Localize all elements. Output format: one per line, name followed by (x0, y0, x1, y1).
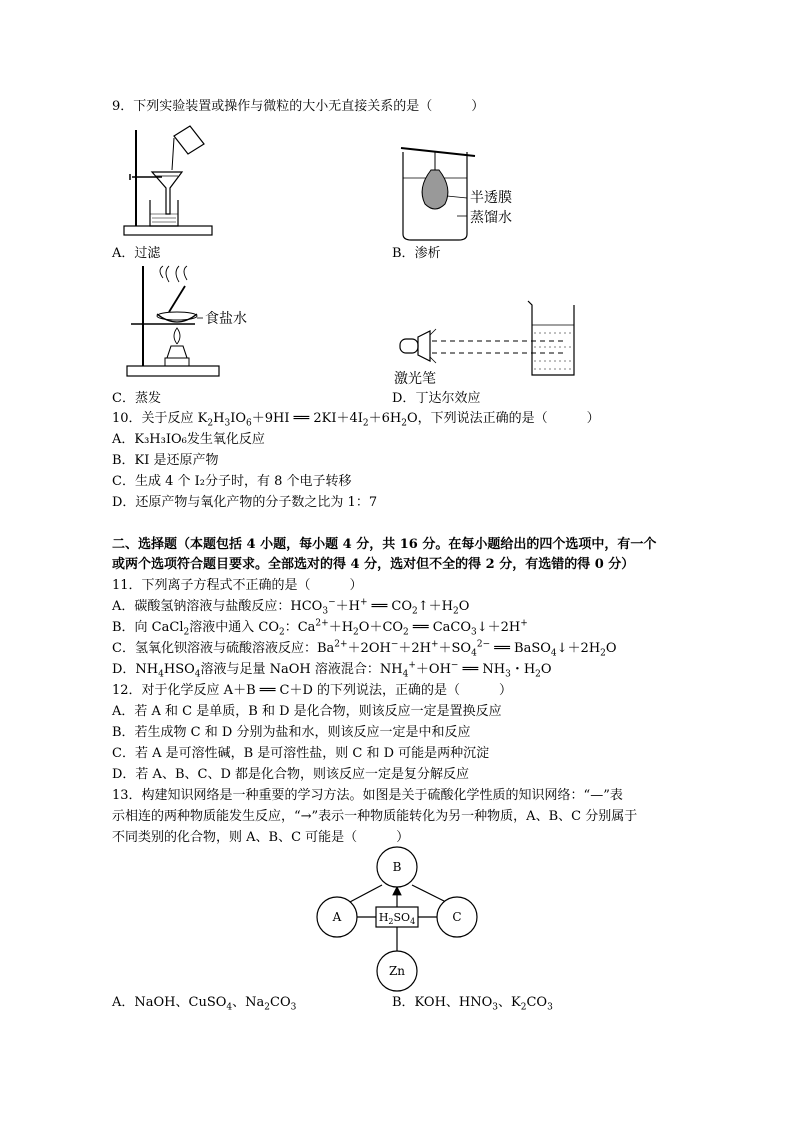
figure-dialysis (395, 138, 535, 243)
q9-option-c: C．蒸发 (112, 391, 161, 406)
q9-option-b: B．渗析 (392, 246, 441, 261)
label-laser-pointer: 激光笔 (394, 371, 436, 387)
section2-header-line2: 或两个选项符合题目要求。全部选对的得 4 分，选对但不全的得 2 分，有选错的得 0 分） (112, 557, 635, 572)
figure-tyndall (392, 295, 582, 390)
q11-stem: 11．下列离子方程式不正确的是（ ） (112, 578, 363, 593)
q11-option-a: A．碳酸氢钠溶液与盐酸反应：$HCO_3^-+H^+$ ══ $CO_2↑+H_2O$ (112, 597, 470, 617)
q13-line3: 不同类别的化合物，则 A、B、C 可能是（ ） (112, 830, 410, 845)
q13-line1: 13．构建知识网络是一种重要的学习方法。如图是关于硫酸化学性质的知识网络：“—”表 (112, 788, 623, 803)
q10-option-d: D．还原产物与氧化产物的分子数之比为 1：7 (112, 495, 378, 510)
q9-stem: 9．下列实验装置或操作与微粒的大小无直接关系的是（ ） (112, 99, 485, 114)
q11-option-c: C．氢氧化钡溶液与硫酸溶液反应：$Ba^{2+}+2OH^-+2H^++SO_4^{2-}$ ══ $BaSO_4↓+2H_2O$ (112, 639, 617, 659)
figure-evaporation (125, 262, 265, 384)
q12-stem: 12．对于化学反应 A＋B ══ C＋D 的下列说法，正确的是（ ） (112, 683, 513, 698)
label-semipermeable: 半透膜 (470, 190, 512, 206)
q12-option-c: C．若 A 是可溶性碱，B 是可溶性盐，则 C 和 D 可能是两种沉淀 (112, 746, 490, 761)
q10-stem: 10．关于反应 $K_2H_3IO_6+9HI$ ══ $2KI+4I_2+6H_2O$，下列说法正确的是（ ） (112, 411, 600, 429)
q10-option-c: C．生成 4 个 I₂分子时，有 8 个电子转移 (112, 474, 352, 489)
node-b: B (392, 860, 402, 874)
q11-option-b: B．向 CaCl$_2$溶液中通入 $CO_2$：$Ca^{2+}+H_2O+CO_2$ ══ CaCO$_3$↓＋2H+ (112, 618, 528, 638)
q11-option-d: D．$NH_4HSO_4$溶液与足量 NaOH 溶液混合：$NH_4^++OH^-$ ══ $NH_3$・$H_2O$ (112, 660, 552, 680)
node-zn: Zn (388, 964, 406, 978)
node-c: C (452, 910, 462, 924)
label-distilled-water: 蒸馏水 (470, 210, 512, 226)
section2-header-line1: 二、选择题（本题包括 4 小题，每小题 4 分，共 16 分。在每小题给出的四个选项中，有一个 (112, 537, 657, 552)
q13-option-a: A．NaOH、CuSO$_4$、$Na_2CO_3$ (112, 995, 297, 1013)
q10-option-a: A．K₃H₃IO₆发生氧化反应 (112, 432, 265, 447)
q10-option-b: B．KI 是还原产物 (112, 453, 219, 468)
node-a: A (332, 910, 342, 924)
node-h2so4: $H_2SO_4$ (378, 911, 416, 926)
label-salt-water: 食盐水 (205, 311, 247, 327)
q12-option-a: A．若 A 和 C 是单质，B 和 D 是化合物，则该反应一定是置换反应 (112, 704, 502, 719)
q13-option-b: B．KOH、$HNO_3$、$K_2CO_3$ (392, 995, 553, 1013)
q9-option-a: A．过滤 (112, 246, 161, 261)
q12-option-d: D．若 A、B、C、D 都是化合物，则该反应一定是复分解反应 (112, 767, 469, 782)
q12-option-b: B．若生成物 C 和 D 分别为盐和水，则该反应一定是中和反应 (112, 725, 471, 740)
h2so4-network-diagram (310, 843, 490, 995)
q13-line2: 示相连的两种物质能发生反应，“→”表示一种物质能转化为另一种物质，A、B、C 分别属于 (112, 809, 638, 824)
q9-option-d: D．丁达尔效应 (392, 391, 481, 406)
figure-filtration (112, 122, 222, 242)
